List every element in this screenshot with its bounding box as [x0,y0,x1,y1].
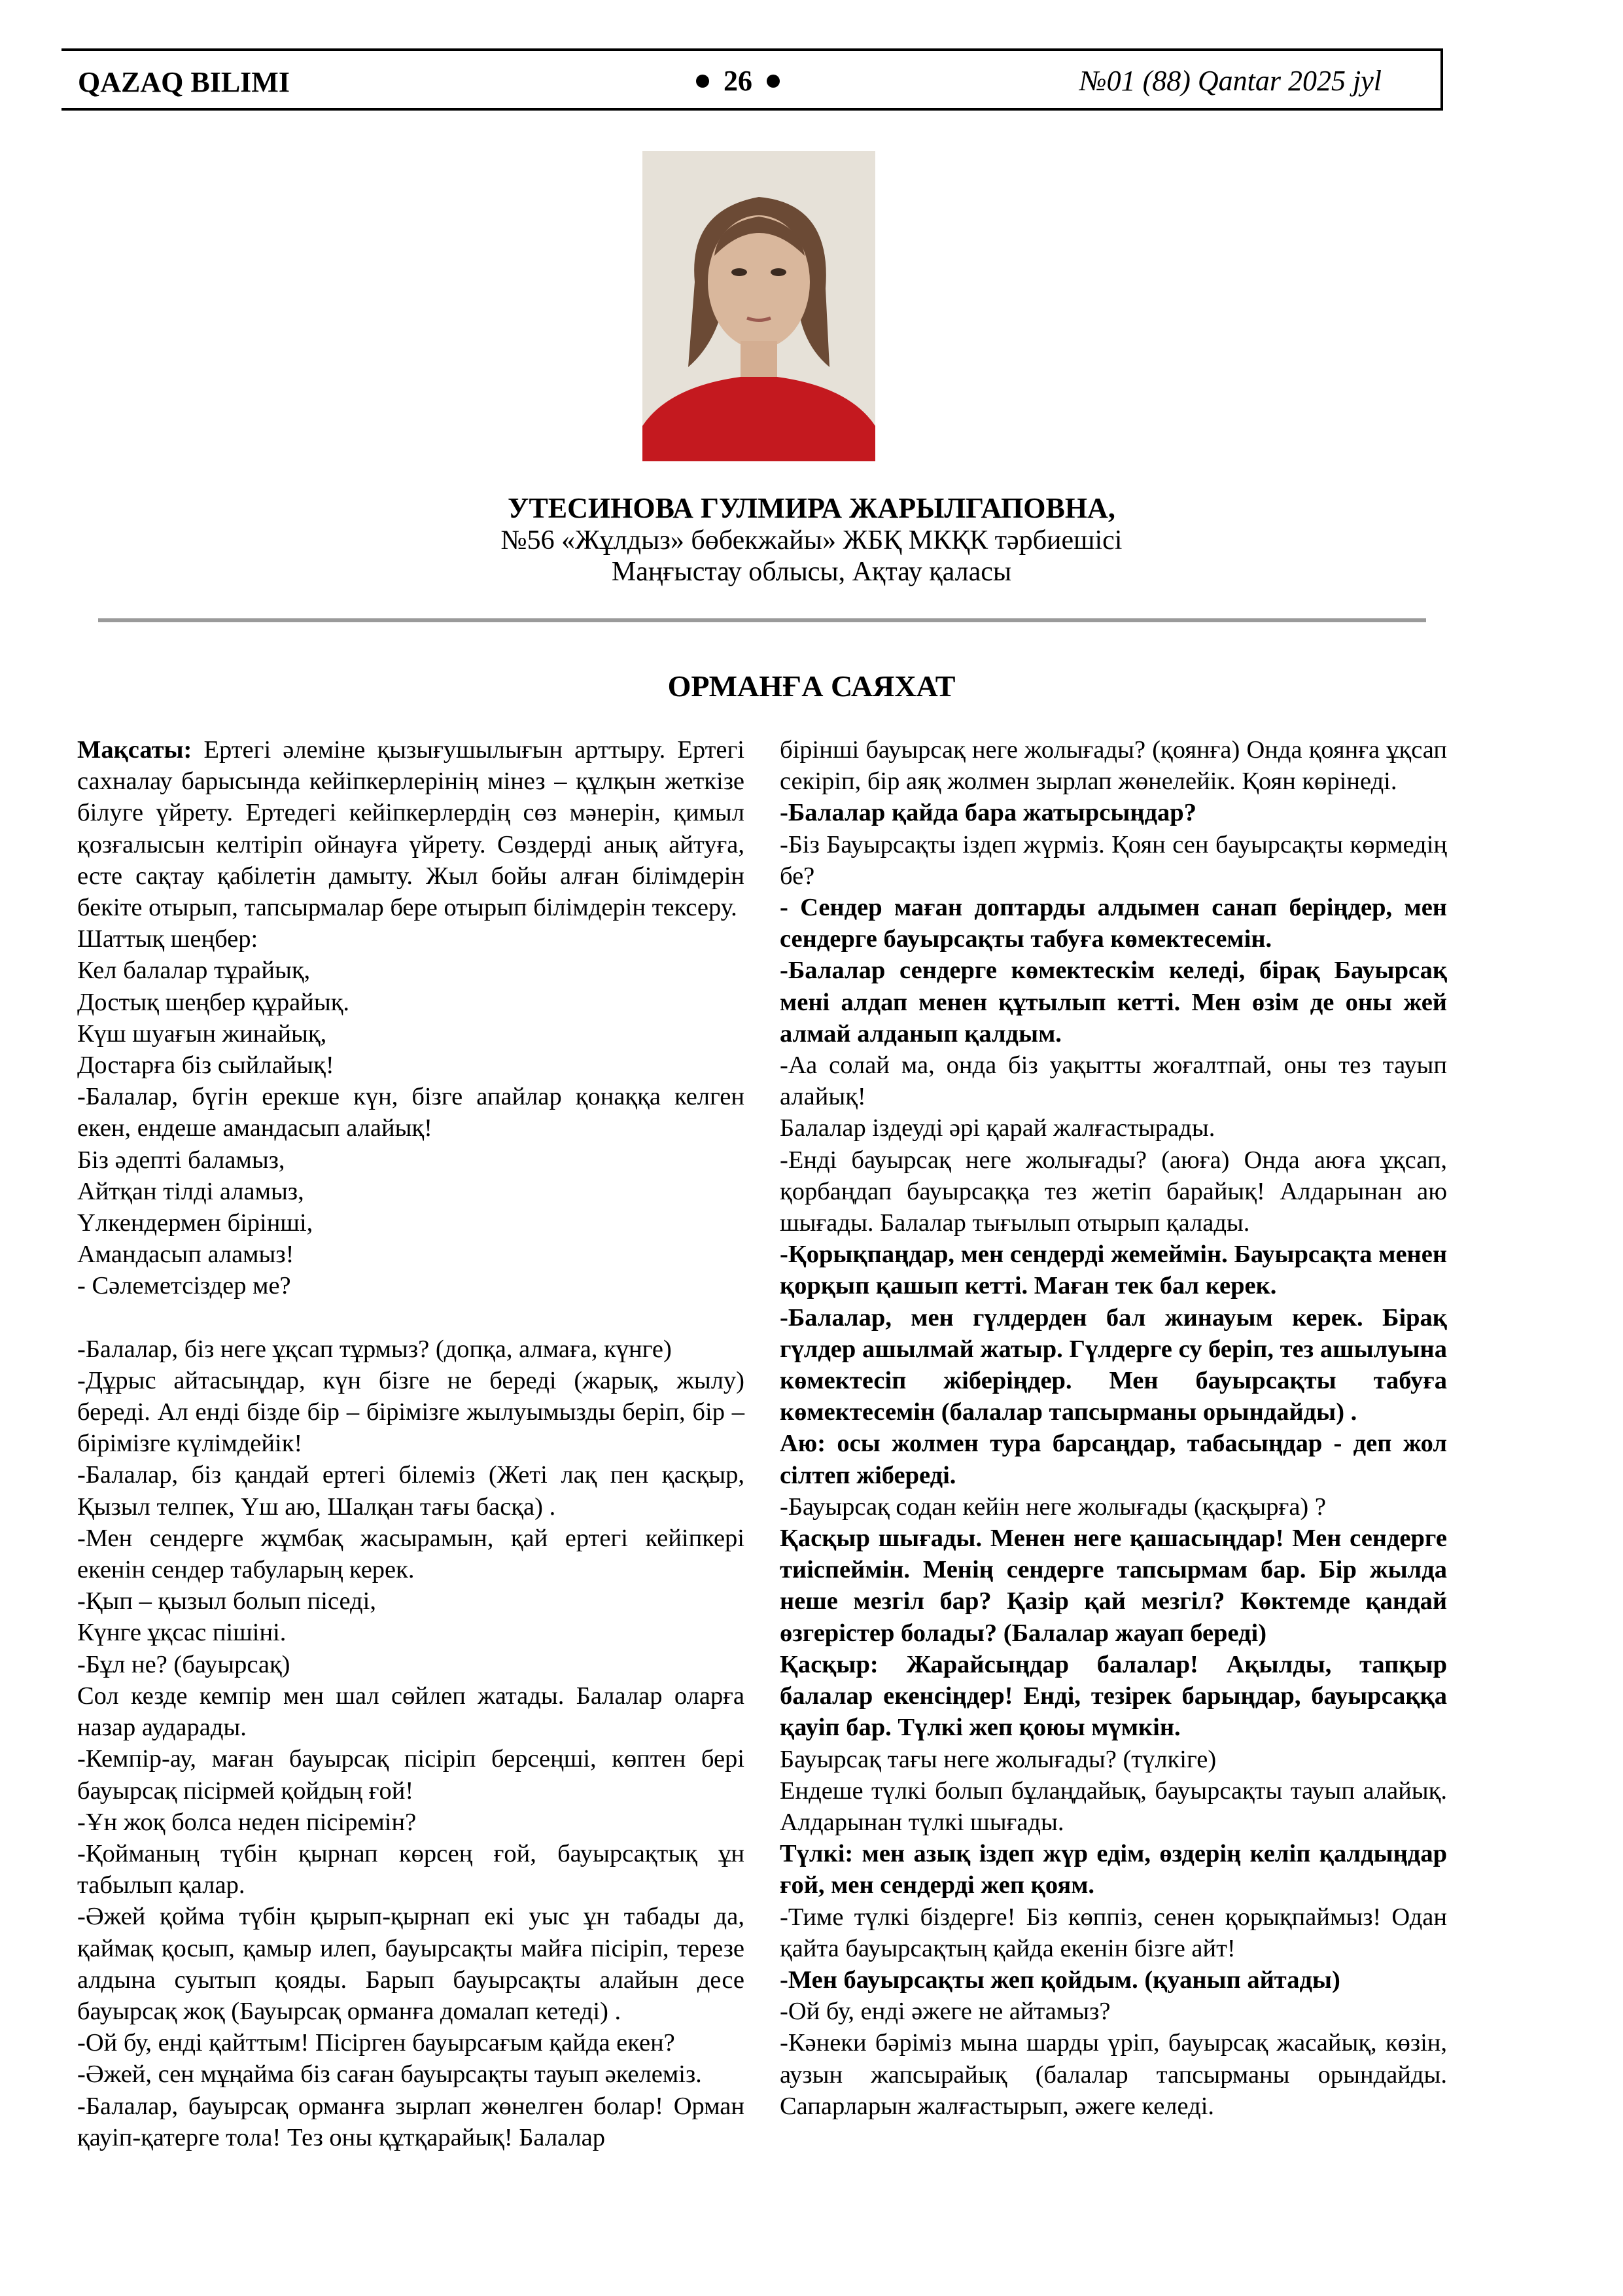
paragraph: -Балалар, мен гүлдерден бал жинауым керек. Бірақ гүлдер ашылмай жатыр. Гүлдерге су беріп, тез ашылуына көмектесіп жіберіңдер. Мен бауырсақты табуға көмектесемін (балалар тапсырманы орындайды) . [780,1303,1447,1426]
paragraph: -Қойманың түбін қырнап көрсең ғой, бауырсақтық ұн табылып қалар. [77,1839,744,1899]
paragraph: -Кәнеки бәріміз мына шарды үріп, бауырсақ жасайық, көзін, аузын жапсырайық (балалар тапсырманы орындайды. Сапарларын жалғастырып, әжеге келеді. [780,2029,1447,2120]
paragraph: - Сендер маған доптарды алдымен санап беріңдер, мен сендерге бауырсақты табуға көмектесемін. [780,894,1447,953]
paragraph: -Бұл не? (бауырсақ) [77,1650,290,1678]
poem-line: Кел балалар тұрайық, [77,957,311,985]
right-column [780,734,1447,2122]
paragraph: бірінші бауырсақ неге жолығады? (қоянға) Онда қоянға ұқсап секіріп, бір аяқ жолмен зырлап жөнелейік. Қоян көрінеді. [780,736,1447,796]
paragraph: Ендеше түлкі болып бұлаңдайық, бауырсақты тауып алайық. Алдарынан түлкі шығады. [780,1776,1447,1836]
paragraph: -Ұн жоқ болса неден пісіремін? [77,1808,417,1836]
paragraph: Қасқыр шығады. Менен неге қашасыңдар! Мен сендерге тиіспеймін. Менің сендерге тапсырмам бар. Бір жылда неше мезгіл бар? Қазір қай мезгіл? Көктемде қандай өзгерістер болады? (Балалар жауап береді) [780,1525,1447,1647]
journal-title: QAZAQ BILIMI [78,66,290,98]
poem-line: Достық шеңбер құрайық. [77,988,350,1016]
poem-line: Амандасып аламыз! [77,1241,294,1269]
goal-label: Мақсаты: [77,736,192,764]
paragraph: -Аа солай ма, онда біз уақытты жоғалтпай, оны тез тауып алайық! [780,1051,1447,1111]
page-number-block [696,64,780,97]
paragraph: -Қып – қызыл болып піседі, [77,1587,376,1616]
paragraph: -Балалар қайда бара жатырсыңдар? [780,799,1196,827]
paragraph: -Дұрыс айтасыңдар, күн бізге не береді (жарық, жылу) береді. Ал енді бізде бір – бірімізге жылуымызды беріп, бір – бірімізге күлімдейік! [77,1366,744,1458]
poem-line: Айтқан тілді аламыз, [77,1177,304,1205]
poem-line: Біз әдепті баламыз, [77,1146,285,1174]
paragraph: Түлкі: мен азық іздеп жүр едім, өздерің келіп қалдыңдар ғой, мен сендерді жеп қоям. [780,1840,1447,1899]
paragraph: -Қорықпаңдар, мен сендерді жемеймін. Бауырсақта менен қорқып қашып кетті. Маған тек бал керек. [780,1241,1447,1300]
paragraph: -Балалар, біз қандай ертегі білеміз (Жеті лақ пен қасқыр, Қызыл телпек, Үш аю, Шалқан тағы басқа) . [77,1461,744,1521]
bullet-dot-icon [696,75,709,88]
blank-line [77,1302,744,1333]
author-byline [0,492,1623,588]
poem-line: Үлкендермен бірінші, [77,1209,313,1237]
paragraph: Сол кезде кемпір мен шал сөйлеп жатады. Балалар оларға назар аударады. [77,1682,744,1742]
author-name: УТЕСИНОВА ГУЛМИРА ЖАРЫЛГАПОВНА, [508,492,1115,524]
paragraph: -Балалар, бүгін ерекше күн, бізге апайлар қонаққа келген екен, ендеше амандасып алайық! [77,1083,744,1142]
paragraph: -Кемпір-ау, маған бауырсақ пісіріп берсеңші, көптен бері бауырсақ пісірмей қойдың ғой! [77,1745,744,1805]
paragraph: -Тиме түлкі біздерге! Біз көппіз, сенен қорықпаймыз! Одан қайта бауырсақтың қайда екенін бізге айт! [780,1903,1447,1962]
paragraph: -Әжей, сен мұңайма біз саған бауырсақты тауып әкелеміз. [77,2060,702,2089]
author-position: №56 «Жұлдыз» бөбекжайы» ЖБҚ МКҚК тәрбиешісі [500,525,1123,556]
paragraph: -Мен сендерге жұмбақ жасырамын, қай ертегі кейіпкері екенін сендер табуларың керек. [77,1524,744,1584]
goal-text: Ертегі әлеміне қызығушылығын арттыру. Ертегі сахналау барысында кейіпкерлерінің мінез – құлқын жеткізе білуге үйрету. Ертедегі кейіпкерлердің сөз мәнерін, қимыл қозғалысын келтіріп ойнауға үйрету. Сөздерді анық айтуға, есте сақтау қабілетін дамыту. Жыл бойы алған білімдерін бекіте отырып, тапсырмалар бере отырып білімдерін тексеру. [77,736,744,922]
paragraph: Қасқыр: Жарайсыңдар балалар! Ақылды, тапқыр балалар екенсіңдер! Енді, тезірек барыңдар, бауырсаққа қауіп бар. Түлкі жеп қоюы мүмкін. [780,1650,1447,1742]
article-title: ОРМАНҒА САЯХАТ [667,669,956,703]
paragraph: -Ой бу, енді қайттым! Пісірген бауырсағым қайда екен? [77,2029,675,2057]
paragraph: -Ой бу, енді әжеге не айтамыз? [780,1998,1111,2026]
paragraph: Балалар іздеуді әрі қарай жалғастырады. [780,1114,1215,1142]
paragraph: -Балалар, біз неге ұқсап тұрмыз? (допқа, алмаға, күнге) [77,1335,672,1363]
page-number: 26 [724,65,752,97]
goal-paragraph [77,734,744,923]
paragraph: -Балалар, бауырсақ орманға зырлап жөнелген болар! Орман қауіп-қатерге тола! Тез оны құтқарайық! Балалар [77,2092,744,2151]
divider [98,618,1426,622]
paragraph: -Балалар сендерге көмектескім келеді, бірақ Бауырсақ мені алдап менен құтылып кетті. Мен өзім де оны жей алмай алданып қалдым. [780,957,1447,1048]
paragraph: Бауырсақ тағы неге жолығады? (түлкіге) [780,1745,1217,1773]
poem-line: Достарға біз сыйлайық! [77,1051,334,1080]
paragraph: Аю: осы жолмен тура барсаңдар, табасыңдар - деп жол сілтеп жібереді. [780,1430,1447,1489]
author-photo [642,151,875,461]
poem-line: - Сәлеметсіздер ме? [77,1272,291,1300]
paragraph: -Енді бауырсақ неге жолығады? (аюға) Онда аюға ұқсап, қорбаңдап бауырсаққа тез жетіп барайық! Алдарынан аю шығады. Балалар тығылып отырып қалады. [780,1146,1447,1237]
poem-line: Күш шуағын жинайық, [77,1019,327,1048]
left-column [77,734,744,2153]
poem-line: Шаттық шеңбер: [77,925,258,953]
bullet-dot-icon [767,75,780,88]
paragraph: -Бауырсақ содан кейін неге жолығады (қасқырға) ? [780,1492,1326,1521]
issue-info: №01 (88) Qantar 2025 jyl [1079,65,1382,97]
paragraph: -Мен бауырсақты жеп қойдым. (қуанып айтады) [780,1966,1340,1994]
paragraph: -Біз Бауырсақты іздеп жүрміз. Қоян сен бауырсақты көрмедің бе? [780,830,1447,890]
author-location: Маңғыстау облысы, Ақтау қаласы [611,557,1012,587]
paragraph: -Әжей қойма түбін қырып-қырнап екі уыс ұн табады да, қаймақ қосып, қамыр илеп, бауырсақты майға пісіріп, терезе алдына суытып қояды. Барып бауырсақты алайын десе бауырсақ жоқ (Бауырсақ орманға домалап кетеді) . [77,1903,744,2025]
page-header [61,48,1443,111]
paragraph: Күнге ұқсас пішіні. [77,1619,287,1647]
